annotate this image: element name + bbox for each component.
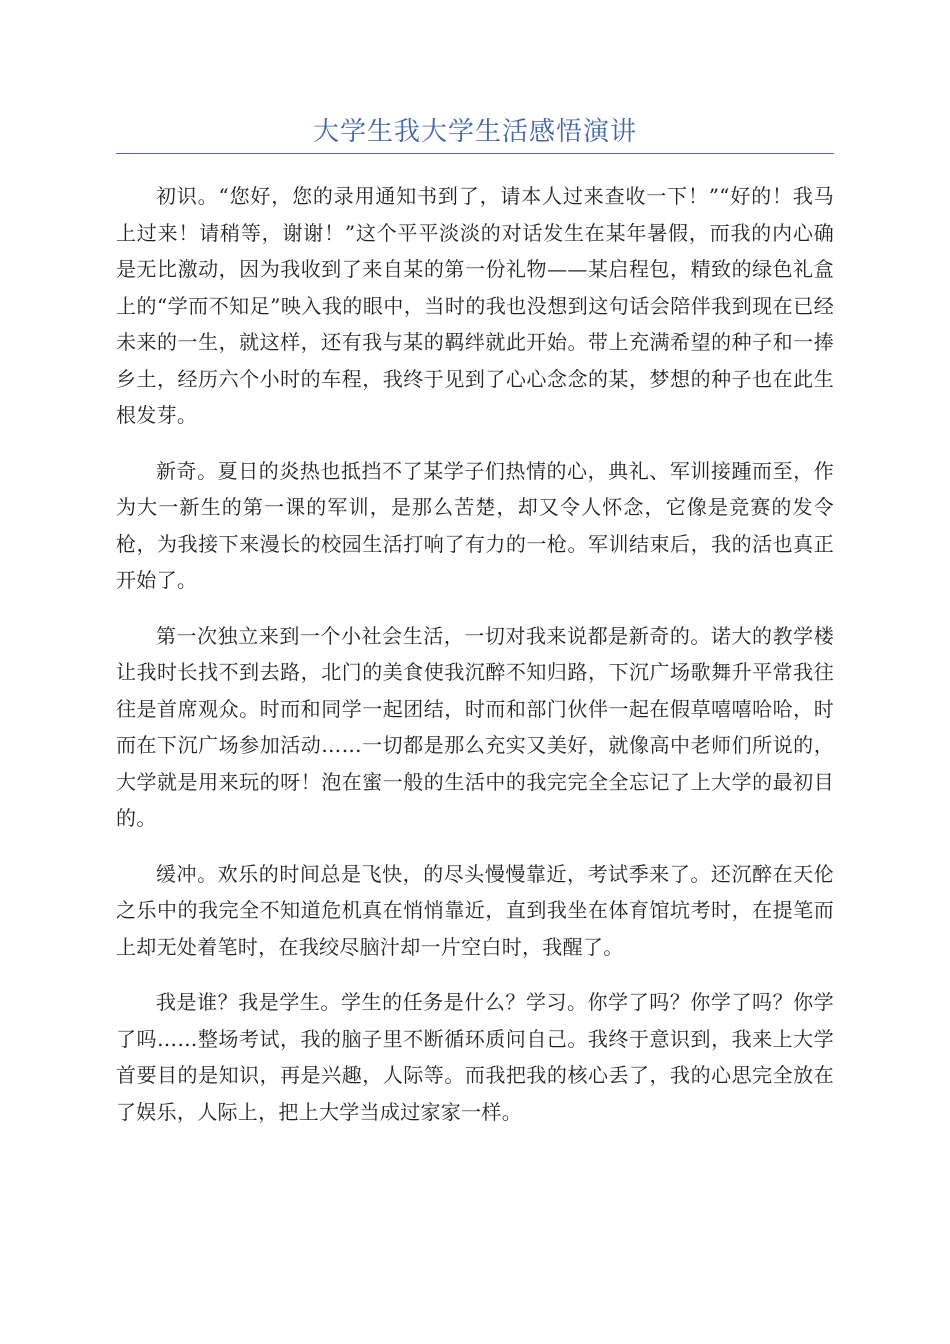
paragraph-2: 新奇。夏日的炎热也抵挡不了某学子们热情的心，典礼、军训接踵而至，作为大一新生的第一课的军训，是那么苦楚，却又令人怀念，它像是竞赛的发令枪，为我接下来漫长的校园生活打响了有力的一枪。军训结束后，我的活也真正开始了。 (116, 458, 834, 592)
paragraph-4: 缓冲。欢乐的时间总是飞快，的尽头慢慢靠近，考试季来了。还沉醉在天伦之乐中的我完全不知道危机真在悄悄靠近，直到我坐在体育馆坑考时，在提笔而上却无处着笔时，在我绞尽脑汁却一片空白时，我醒了。 (116, 861, 834, 959)
paragraph-1: 初识。“您好，您的录用通知书到了，请本人过来查收一下！”“好的！我马上过来！请稍等，谢谢！”这个平平淡淡的对话发生在某年暑假，而我的内心确是无比激动，因为我收到了来自某的第一份礼物——某启程包，精致的绿色礼盒上的“学而不知足”映入我的眼中，当时的我也没想到这句话会陪伴我到现在已经未来的一生，就这样，还有我与某的羁绊就此开始。带上充满希望的种子和一捧乡土，经历六个小时的车程，我终于见到了心心念念的某，梦想的种子也在此生根发芽。 (116, 184, 834, 427)
title-underline (116, 153, 834, 154)
paragraph-3: 第一次独立来到一个小社会生活，一切对我来说都是新奇的。诺大的教学楼让我时长找不到去路，北门的美食使我沉醉不知归路，下沉广场歌舞升平常我往往是首席观众。时而和同学一起团结，时而和部门伙伴一起在假草嘻嘻哈哈，时而在下沉广场参加活动……一切都是那么充实又美好，就像高中老师们所说的，大学就是用来玩的呀！泡在蜜一般的生活中的我完完全全忘记了上大学的最初目的。 (116, 623, 834, 830)
document-body (116, 178, 834, 1149)
page-title: 大学生我大学生活感悟演讲 (312, 117, 637, 147)
paragraph-5: 我是谁？我是学生。学生的任务是什么？学习。你学了吗？你学了吗？你学了吗……整场考试，我的脑子里不断循环质问自己。我终于意识到，我来上大学首要目的是知识，再是兴趣，人际等。而我把我的核心丢了，我的心思完全放在了娱乐，人际上，把上大学当成过家家一样。 (116, 990, 834, 1124)
